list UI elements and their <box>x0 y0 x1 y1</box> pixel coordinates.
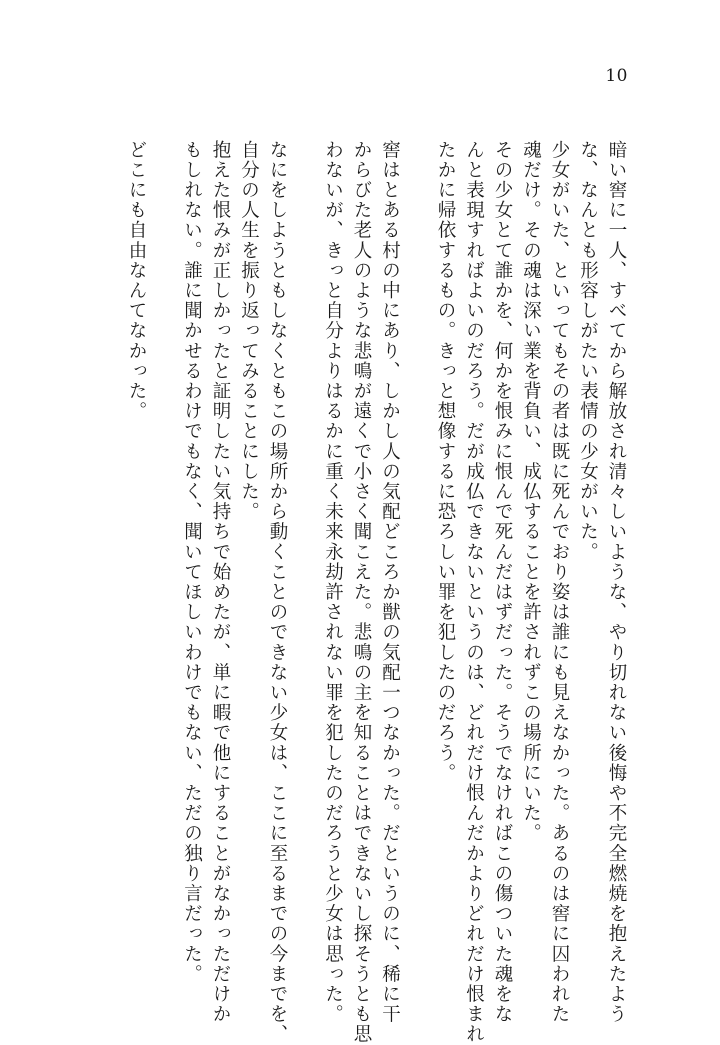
text-line: その少女とて誰かを、何かを恨みに恨んで死んだはずだった。そうでなければこの傷ついた魂をな <box>492 140 513 1025</box>
text-line: んと表現すればよいのだろう。だが成仏できないというのは、どれだけ恨んだかよりどれだけ恨まれ <box>463 140 485 1045</box>
paragraph-3 <box>177 140 291 1045</box>
paragraph-gap <box>291 140 318 900</box>
text-line: からびた老人のような悲鳴が遠くで小さく聞こえた。悲鳴の主を知ることはできないし探そうとも思 <box>351 140 372 1045</box>
paragraph-4 <box>122 140 151 900</box>
text-line: どこにも自由なんてなかった。 <box>126 140 147 422</box>
text-line: 抱えた恨みが正しかったと証明したい気持ちで始めたが、単に暇で他にすることがなかっただけか <box>210 140 231 1025</box>
page-number: 10 <box>605 66 628 86</box>
vertical-text-body <box>122 140 631 1045</box>
text-line: 自分の人生を振り返ってみることにした。 <box>238 140 260 522</box>
text-line: 窖はとある村の中にあり、しかし人の気配どころか獣の気配一つなかった。だというのに、稀に干 <box>379 140 401 1025</box>
paragraph-2 <box>318 140 404 1045</box>
text-line: もしれない。誰に聞かせるわけでもなく、聞いてほしいわけでもない、ただの独り言だった。 <box>181 140 203 985</box>
text-line: なにをしようともしなくともこの場所から動くことのできない少女は、ここに至るまでの今までを、 <box>267 140 288 1045</box>
text-line: な、なんとも形容しがたい表情の少女がいた。 <box>577 140 599 563</box>
text-line: 魂だけ。その魂は深い業を背負い、成仏することを許されずこの場所にいた。 <box>520 140 542 844</box>
paragraph-1 <box>431 140 631 1045</box>
paragraph-gap <box>404 140 431 900</box>
text-line: たかに帰依するもの。きっと想像するに恐ろしい罪を犯したのだろう。 <box>435 140 456 784</box>
text-line: 少女がいた、といってもその者は既に死んでおり姿は誰にも見えなかった。あるのは窖に囚われた <box>549 140 570 1025</box>
text-line: 暗い窖に一人、すべてから解放され清々しいような、やり切れない後悔や不完全燃焼を抱えたよう <box>606 140 627 1025</box>
paragraph-gap <box>150 140 177 900</box>
text-line: わないが、きっと自分よりはるかに重く未来永劫許されない罪を犯したのだろうと少女は思った。 <box>322 140 344 1025</box>
